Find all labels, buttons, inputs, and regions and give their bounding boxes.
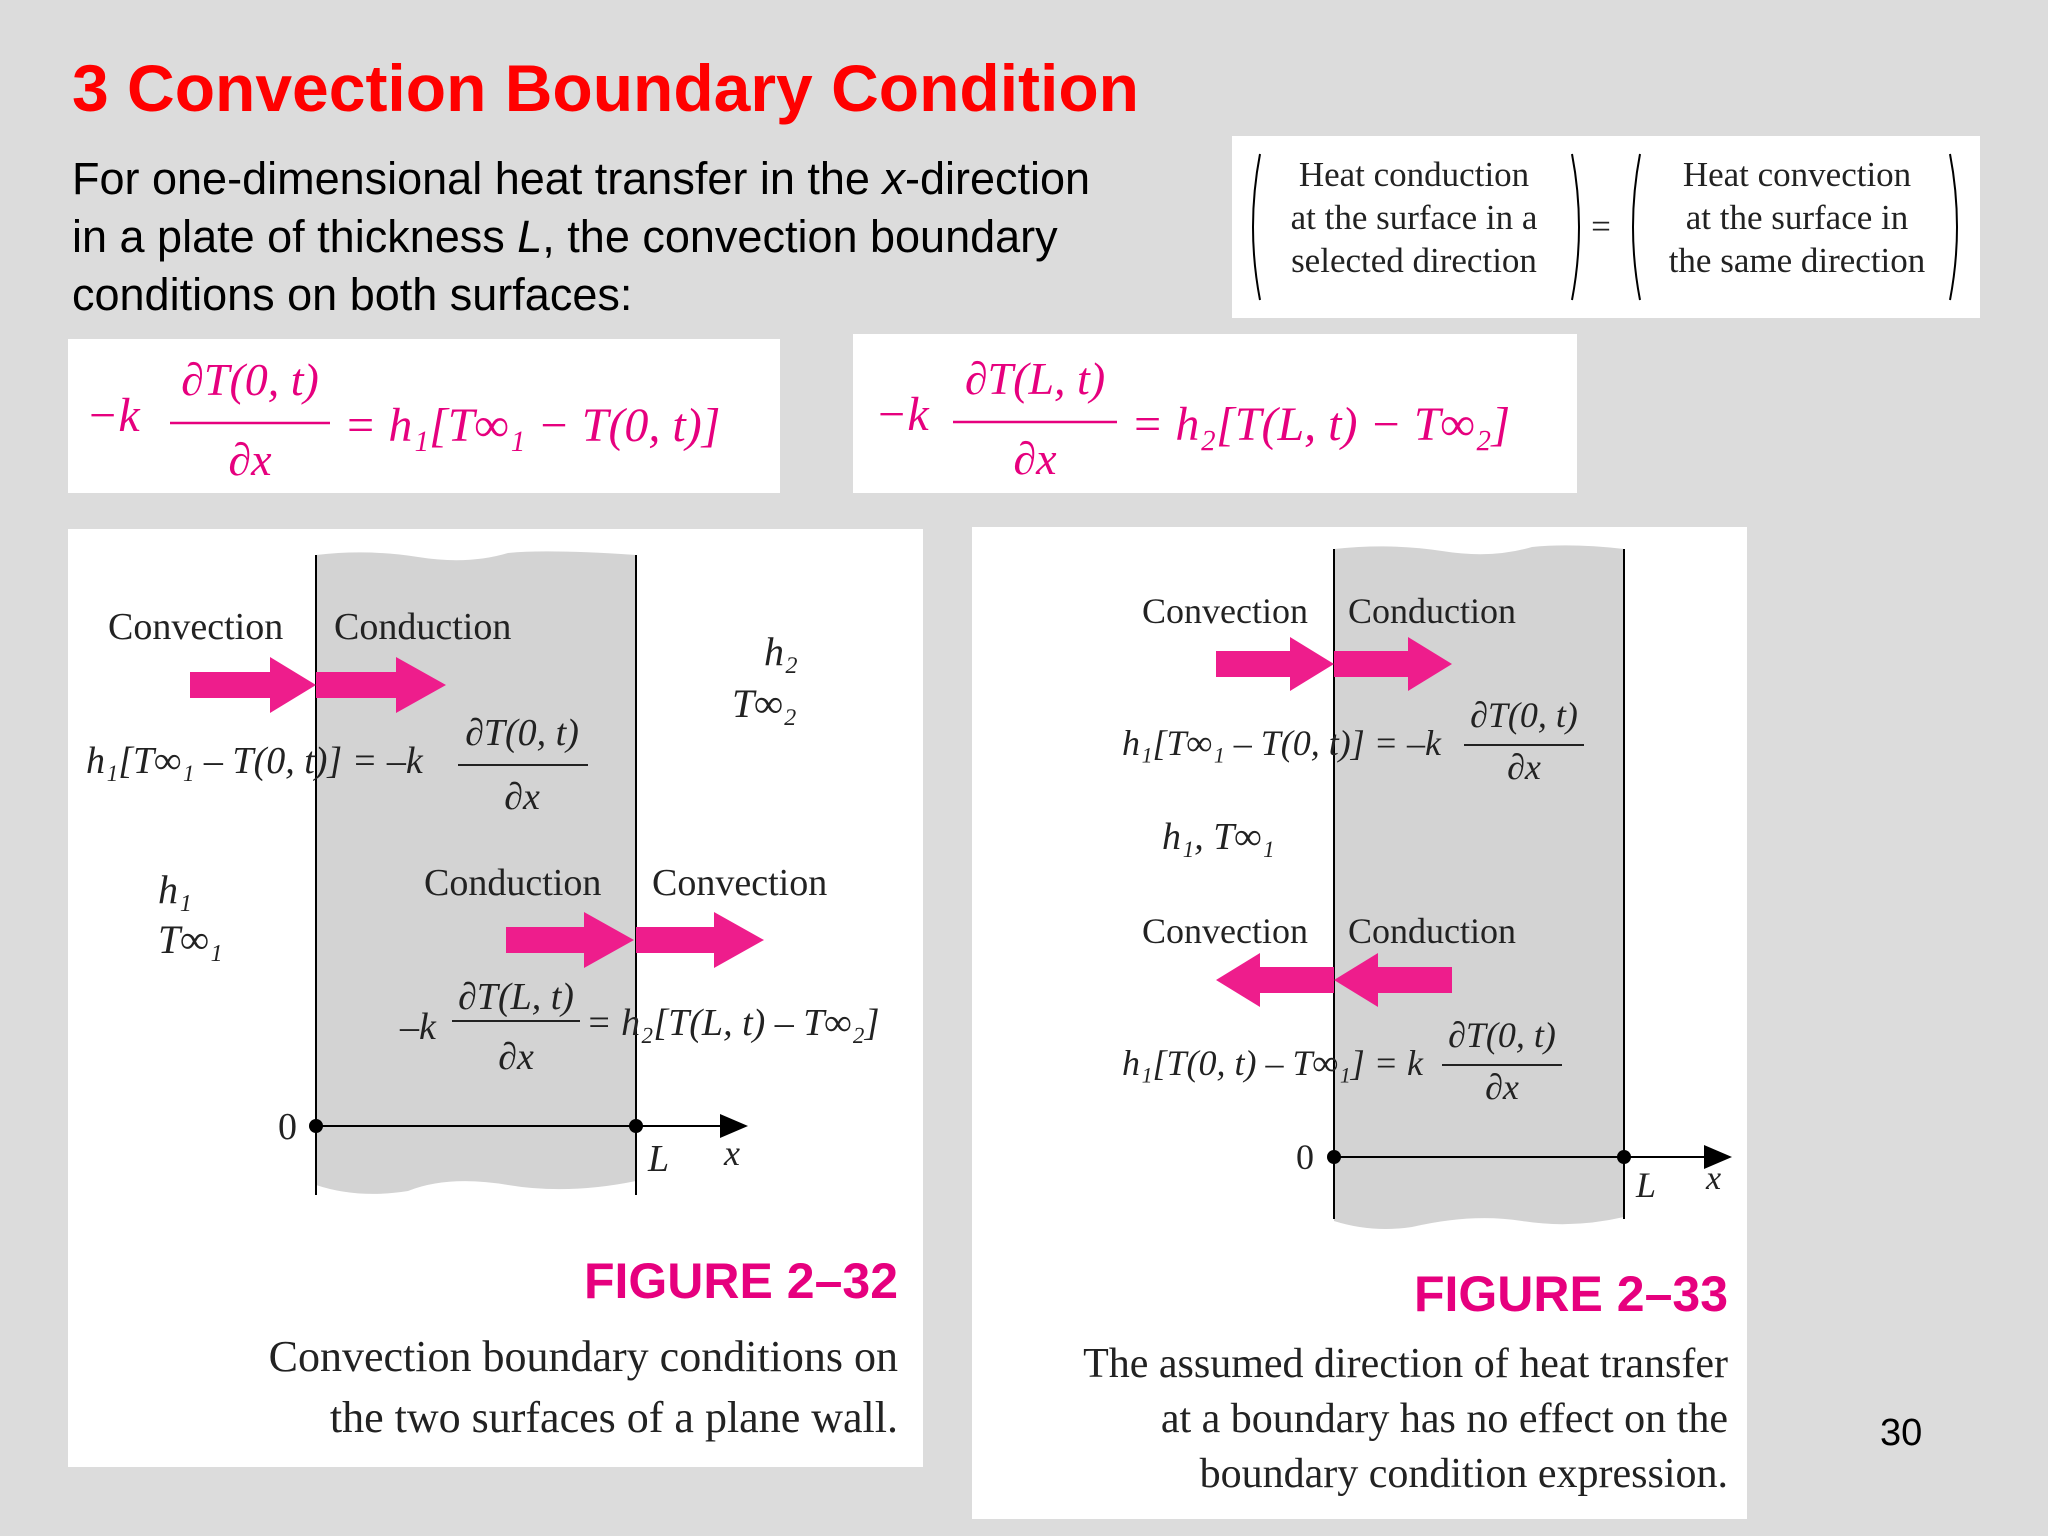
- f32-h1: h₁: [158, 867, 192, 912]
- slide-title: 3 Convection Boundary Condition: [72, 51, 1139, 125]
- figure-2-32-svg: [68, 529, 923, 1467]
- f32-convection-left: Convection: [108, 606, 284, 648]
- f33-axis-zero: 0: [1296, 1137, 1314, 1177]
- f32-conduction-right: Conduction: [424, 862, 602, 904]
- f33-caption-line-2: at a boundary has no effect on the: [1160, 1396, 1728, 1442]
- f33-top-eq-num: ∂T(0, t): [1470, 695, 1578, 735]
- f32-arrow-convection-out: [636, 912, 764, 968]
- f33-L-dot: [1617, 1150, 1631, 1164]
- paren-close-right: [1950, 154, 1957, 300]
- f33-bottom-eq-num: ∂T(0, t): [1448, 1015, 1556, 1055]
- f33-figure-label: FIGURE 2–33: [1413, 1266, 1728, 1322]
- word-left-line-1: Heat conduction: [1298, 155, 1530, 194]
- word-equals: =: [1591, 207, 1611, 246]
- intro-line-2: in a plate of thickness L, the convection boundary: [72, 211, 1058, 262]
- figure-2-32: [68, 529, 923, 1467]
- eq1-prefix: −k: [86, 389, 140, 442]
- f32-figure-label: FIGURE 2–32: [583, 1253, 898, 1309]
- eq2-prefix: −k: [875, 388, 929, 441]
- word-right-line-2: at the surface in: [1685, 198, 1909, 237]
- intro-line-1: For one-dimensional heat transfer in the x-direction: [72, 153, 1091, 204]
- f32-eq-right-prefix: –k: [400, 1006, 436, 1048]
- eq1-denominator: ∂x: [228, 434, 272, 485]
- f32-t2: T∞₂: [732, 681, 797, 726]
- f32-t1: T∞₁: [158, 917, 223, 962]
- word-left-line-3: selected direction: [1291, 241, 1537, 280]
- f32-h2: h₂: [764, 629, 798, 674]
- f33-mid-label: h₁, T∞₁: [1162, 816, 1275, 858]
- f32-eq-left-num: ∂T(0, t): [465, 712, 579, 754]
- paren-open-left: [1253, 154, 1260, 300]
- paren-open-right: [1633, 154, 1640, 300]
- f32-eq-left-den: ∂x: [504, 776, 540, 818]
- equation-2-box: [853, 334, 1577, 493]
- f32-axis-x: x: [724, 1133, 740, 1173]
- f33-arrow-bottom-convection: [1216, 953, 1334, 1007]
- f32-eq-right-num: ∂T(L, t): [458, 976, 574, 1018]
- f32-caption-line-2: the two surfaces of a plane wall.: [329, 1393, 898, 1442]
- f32-caption-line-1: Convection boundary conditions on: [268, 1332, 898, 1381]
- f33-top-eq-den: ∂x: [1507, 747, 1541, 787]
- f33-bottom-eq-lhs: h₁[T(0, t) – T∞₁] = k: [1122, 1043, 1424, 1083]
- equation-2-svg: [853, 334, 1577, 493]
- f32-origin-dot: [309, 1119, 323, 1133]
- f33-axis-x: x: [1706, 1160, 1722, 1197]
- equation-1-box: [68, 339, 780, 493]
- f33-caption-line-1: The assumed direction of heat transfer: [1083, 1341, 1728, 1387]
- f32-arrow-convection-in: [190, 657, 316, 713]
- f33-bottom-convection: Convection: [1142, 911, 1308, 951]
- word-equation-box: [1232, 136, 1980, 318]
- f32-eq-right-rhs: = h₂[T(L, t) – T∞₂]: [586, 1002, 880, 1044]
- f33-bottom-eq-den: ∂x: [1485, 1067, 1519, 1107]
- f32-eq-right-den: ∂x: [498, 1036, 534, 1078]
- f33-origin-dot: [1327, 1150, 1341, 1164]
- f32-axis-L: L: [648, 1138, 670, 1180]
- wall-region: [1334, 545, 1624, 1229]
- f33-axis-L: L: [1636, 1165, 1657, 1205]
- word-equation-svg: [1232, 136, 1980, 318]
- eq2-rhs: = h₂[T(L, t) − T∞₂]: [1131, 398, 1511, 451]
- paren-close-left: [1572, 154, 1579, 300]
- word-left-line-2: at the surface in a: [1290, 198, 1538, 237]
- f32-eq-left-lhs: h₁[T∞₁ – T(0, t)] = –k: [86, 740, 423, 782]
- f33-top-conduction: Conduction: [1348, 591, 1516, 631]
- page-number: 30: [1880, 1412, 1923, 1454]
- eq1-numerator: ∂T(0, t): [181, 354, 319, 405]
- f33-caption-line-3: boundary condition expression.: [1199, 1451, 1728, 1497]
- intro-text: [72, 150, 1202, 324]
- f32-L-dot: [629, 1119, 643, 1133]
- f32-convection-right: Convection: [652, 862, 828, 904]
- eq1-rhs: = h₁[T∞₁ − T(0, t)]: [344, 399, 721, 452]
- equation-1-svg: [68, 339, 780, 493]
- eq2-denominator: ∂x: [1013, 433, 1057, 484]
- f33-bottom-conduction: Conduction: [1348, 911, 1516, 951]
- f33-top-convection: Convection: [1142, 591, 1308, 631]
- f32-axis-zero: 0: [278, 1106, 297, 1148]
- word-right-line-3: the same direction: [1668, 241, 1926, 280]
- intro-line-3: conditions on both surfaces:: [72, 269, 633, 320]
- word-right-line-1: Heat convection: [1682, 155, 1912, 194]
- f33-top-eq-lhs: h₁[T∞₁ – T(0, t)] = –k: [1122, 723, 1442, 763]
- figure-2-33: [972, 527, 1747, 1519]
- f32-conduction-left: Conduction: [334, 606, 512, 648]
- figure-2-33-svg: [972, 527, 1747, 1519]
- f33-arrow-top-convection: [1216, 637, 1334, 691]
- eq2-numerator: ∂T(L, t): [964, 353, 1106, 404]
